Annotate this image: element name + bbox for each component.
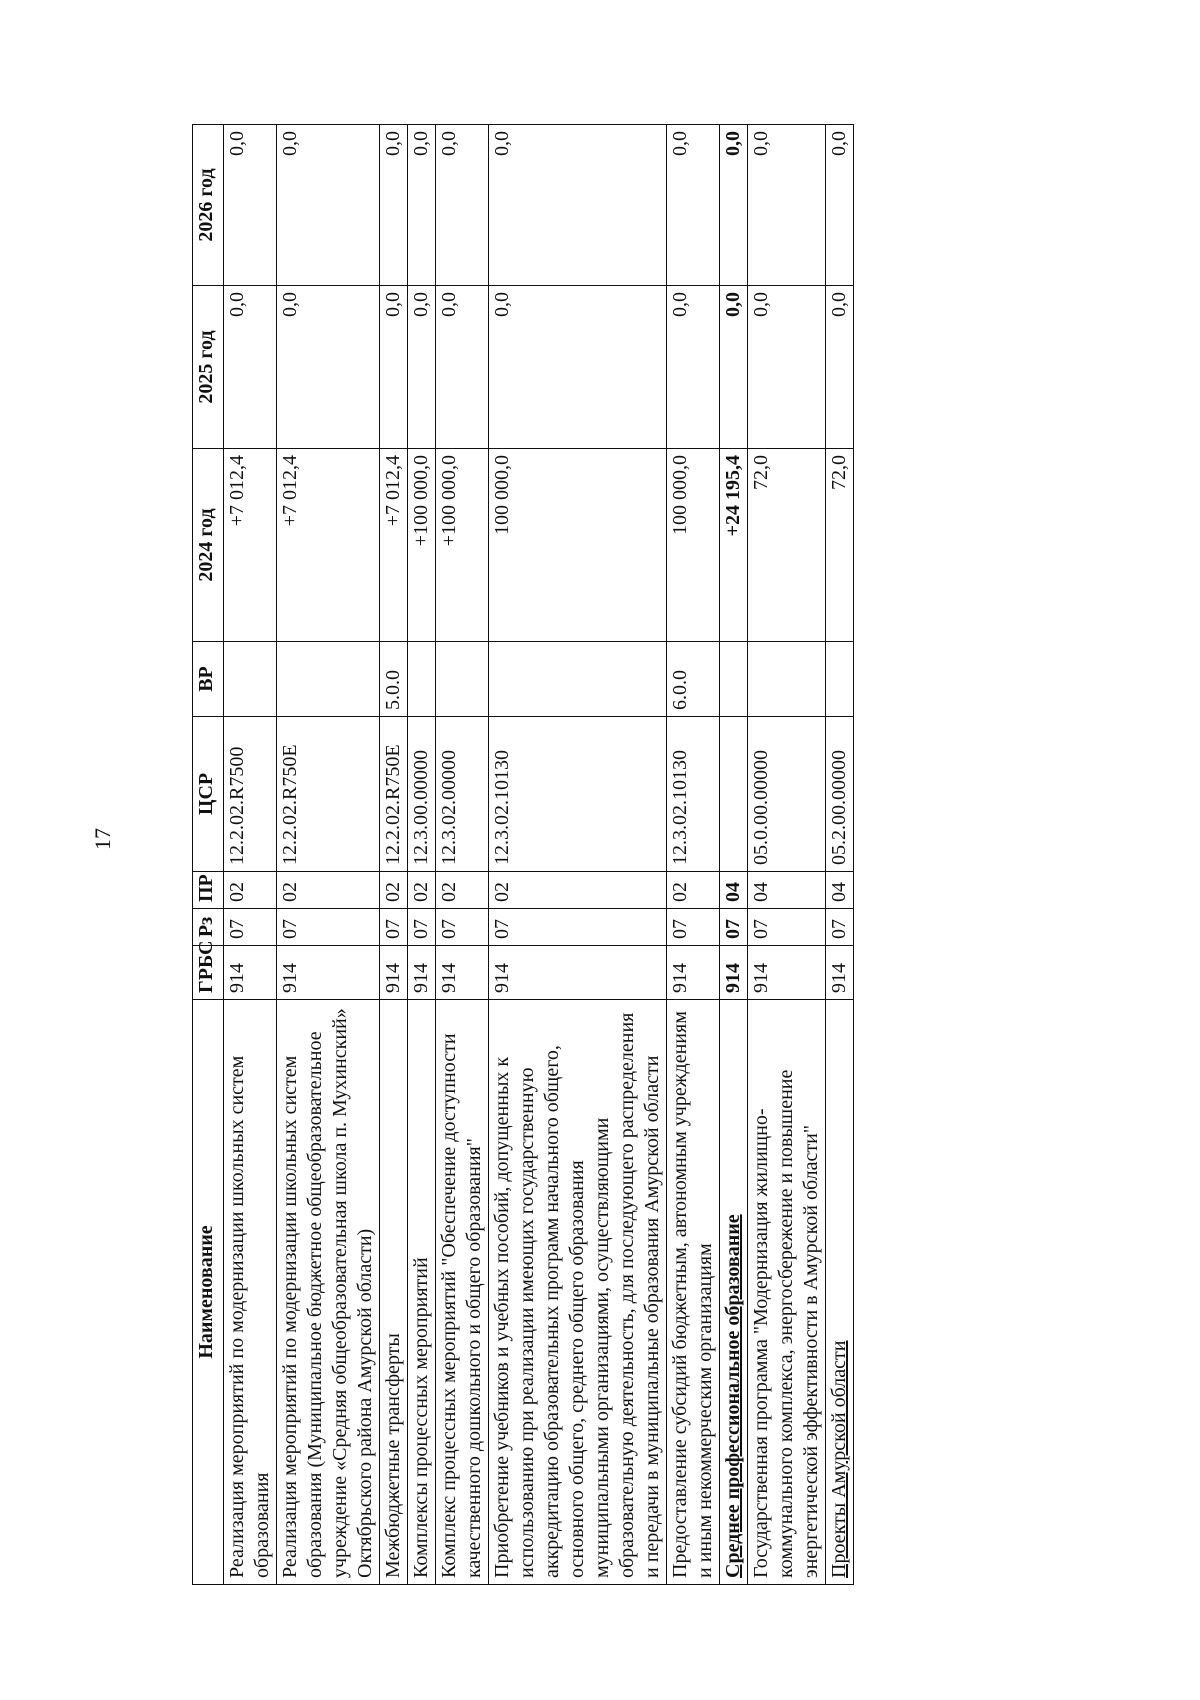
row-2024: +7 012,4: [224, 449, 277, 642]
row-name: Межбюджетные трансферты: [380, 1000, 408, 1585]
row-name: Реализация мероприятий по модернизации школьных систем образования: [224, 1000, 277, 1585]
header-pr: ПР: [193, 872, 224, 909]
row-vr: 6.0.0: [667, 642, 720, 717]
row-vr: [489, 642, 667, 717]
row-2026: 0,0: [826, 125, 854, 286]
header-vr: ВР: [193, 642, 224, 717]
row-rz: 07: [667, 909, 720, 946]
row-name: Предоставление субсидий бюджетным, автономным учреждениям и иным некоммерческим организациям: [667, 1000, 720, 1585]
row-rz: 07: [436, 909, 489, 946]
row-pr: 02: [436, 872, 489, 909]
row-csr: 12.3.02.10130: [667, 717, 720, 872]
row-name-text: Проекты Амурской области: [828, 1340, 850, 1578]
row-grbs: 914: [667, 946, 720, 1000]
row-pr: 02: [667, 872, 720, 909]
row-vr: [748, 642, 826, 717]
table-row-section: [720, 125, 748, 1585]
row-2025: 0,0: [277, 286, 380, 449]
row-vr: [720, 642, 748, 717]
row-name: Комплекс процессных мероприятий "Обеспечение доступности качественного дошкольного и общего образования": [436, 1000, 489, 1585]
row-grbs: 914: [224, 946, 277, 1000]
table-row: [436, 125, 489, 1585]
row-2024: +7 012,4: [277, 449, 380, 642]
row-2024: +24 195,4: [720, 449, 748, 642]
row-pr: 02: [408, 872, 436, 909]
row-csr: 12.2.02.R750E: [380, 717, 408, 872]
row-grbs: 914: [380, 946, 408, 1000]
table-row: [224, 125, 277, 1585]
row-2026: 0,0: [489, 125, 667, 286]
row-name-text: Среднее профессиональное образование: [722, 1214, 744, 1578]
row-pr: 02: [277, 872, 380, 909]
row-csr: 05.2.00.00000: [826, 717, 854, 872]
row-2025: 0,0: [748, 286, 826, 449]
row-2026: 0,0: [436, 125, 489, 286]
row-2024: 72,0: [826, 449, 854, 642]
row-vr: 5.0.0: [380, 642, 408, 717]
row-csr: 12.3.02.10130: [489, 717, 667, 872]
table-header-row: [193, 125, 224, 1585]
header-2024: 2024 год: [193, 449, 224, 642]
row-2025: 0,0: [720, 286, 748, 449]
table-row: [408, 125, 436, 1585]
row-2026: 0,0: [224, 125, 277, 286]
header-2026: 2026 год: [193, 125, 224, 286]
row-csr: 12.3.02.00000: [436, 717, 489, 872]
row-rz: 07: [380, 909, 408, 946]
row-2024: +100 000,0: [408, 449, 436, 642]
row-2026: 0,0: [667, 125, 720, 286]
row-2025: 0,0: [489, 286, 667, 449]
row-grbs: 914: [826, 946, 854, 1000]
row-vr: [408, 642, 436, 717]
table-row: [667, 125, 720, 1585]
header-rz: Рз: [193, 909, 224, 946]
row-name: [826, 1000, 854, 1585]
row-2026: 0,0: [720, 125, 748, 286]
row-rz: 07: [224, 909, 277, 946]
row-2024: +100 000,0: [436, 449, 489, 642]
row-2026: 0,0: [380, 125, 408, 286]
row-rz: 07: [720, 909, 748, 946]
budget-table: [192, 124, 854, 1585]
row-rz: 07: [277, 909, 380, 946]
row-pr: 02: [224, 872, 277, 909]
row-name: Приобретение учебников и учебных пособий, допущенных к использованию при реализации имеющих государственную аккредитацию образовательных программ начального общего, основного общего, среднего общего образования муниципальными организациями, осуществляющими образовательную деятельность, для последующего распределения и передачи в муниципальные образования Амурской области: [489, 1000, 667, 1585]
row-2025: 0,0: [408, 286, 436, 449]
row-vr: [277, 642, 380, 717]
row-2025: 0,0: [826, 286, 854, 449]
row-pr: 04: [826, 872, 854, 909]
row-2026: 0,0: [748, 125, 826, 286]
row-csr: 12.2.02.R7500: [224, 717, 277, 872]
row-rz: 07: [826, 909, 854, 946]
header-name: Наименование: [193, 1000, 224, 1585]
row-2025: 0,0: [380, 286, 408, 449]
row-2024: 100 000,0: [489, 449, 667, 642]
row-grbs: 914: [489, 946, 667, 1000]
row-grbs: 914: [720, 946, 748, 1000]
row-2024: +7 012,4: [380, 449, 408, 642]
row-2025: 0,0: [436, 286, 489, 449]
row-2026: 0,0: [408, 125, 436, 286]
table-row: [748, 125, 826, 1585]
row-rz: 07: [748, 909, 826, 946]
page-number: 17: [90, 828, 115, 850]
row-grbs: 914: [748, 946, 826, 1000]
row-csr: 05.0.00.00000: [748, 717, 826, 872]
row-name: Комплексы процессных мероприятий: [408, 1000, 436, 1585]
row-name: Реализация мероприятий по модернизации школьных систем образования (Муниципальное бюджетное общеобразовательное учреждение «Средняя общеобразовательная школа п. Мухинский» Октябрьского района Амурской области): [277, 1000, 380, 1585]
row-csr: 12.3.00.00000: [408, 717, 436, 872]
row-vr: [436, 642, 489, 717]
row-2024: 100 000,0: [667, 449, 720, 642]
table-row: [277, 125, 380, 1585]
row-name: Государственная программа "Модернизация жилищно-коммунального комплекса, энергосбережение и повышение энергетической эффективности в Амурской области": [748, 1000, 826, 1585]
table-row: [826, 125, 854, 1585]
budget-table-container: [192, 125, 854, 1585]
row-vr: [224, 642, 277, 717]
row-2024: 72,0: [748, 449, 826, 642]
row-csr: [720, 717, 748, 872]
row-rz: 07: [408, 909, 436, 946]
row-2026: 0,0: [277, 125, 380, 286]
row-pr: 04: [720, 872, 748, 909]
row-grbs: 914: [436, 946, 489, 1000]
row-vr: [826, 642, 854, 717]
row-name: [720, 1000, 748, 1585]
table-row: [489, 125, 667, 1585]
header-2025: 2025 год: [193, 286, 224, 449]
row-rz: 07: [489, 909, 667, 946]
row-2025: 0,0: [224, 286, 277, 449]
header-csr: ЦСР: [193, 717, 224, 872]
table-row: [380, 125, 408, 1585]
row-grbs: 914: [277, 946, 380, 1000]
row-pr: 02: [489, 872, 667, 909]
header-grbs: ГРБС: [193, 946, 224, 1000]
row-grbs: 914: [408, 946, 436, 1000]
row-2025: 0,0: [667, 286, 720, 449]
row-pr: 04: [748, 872, 826, 909]
row-csr: 12.2.02.R750E: [277, 717, 380, 872]
row-pr: 02: [380, 872, 408, 909]
